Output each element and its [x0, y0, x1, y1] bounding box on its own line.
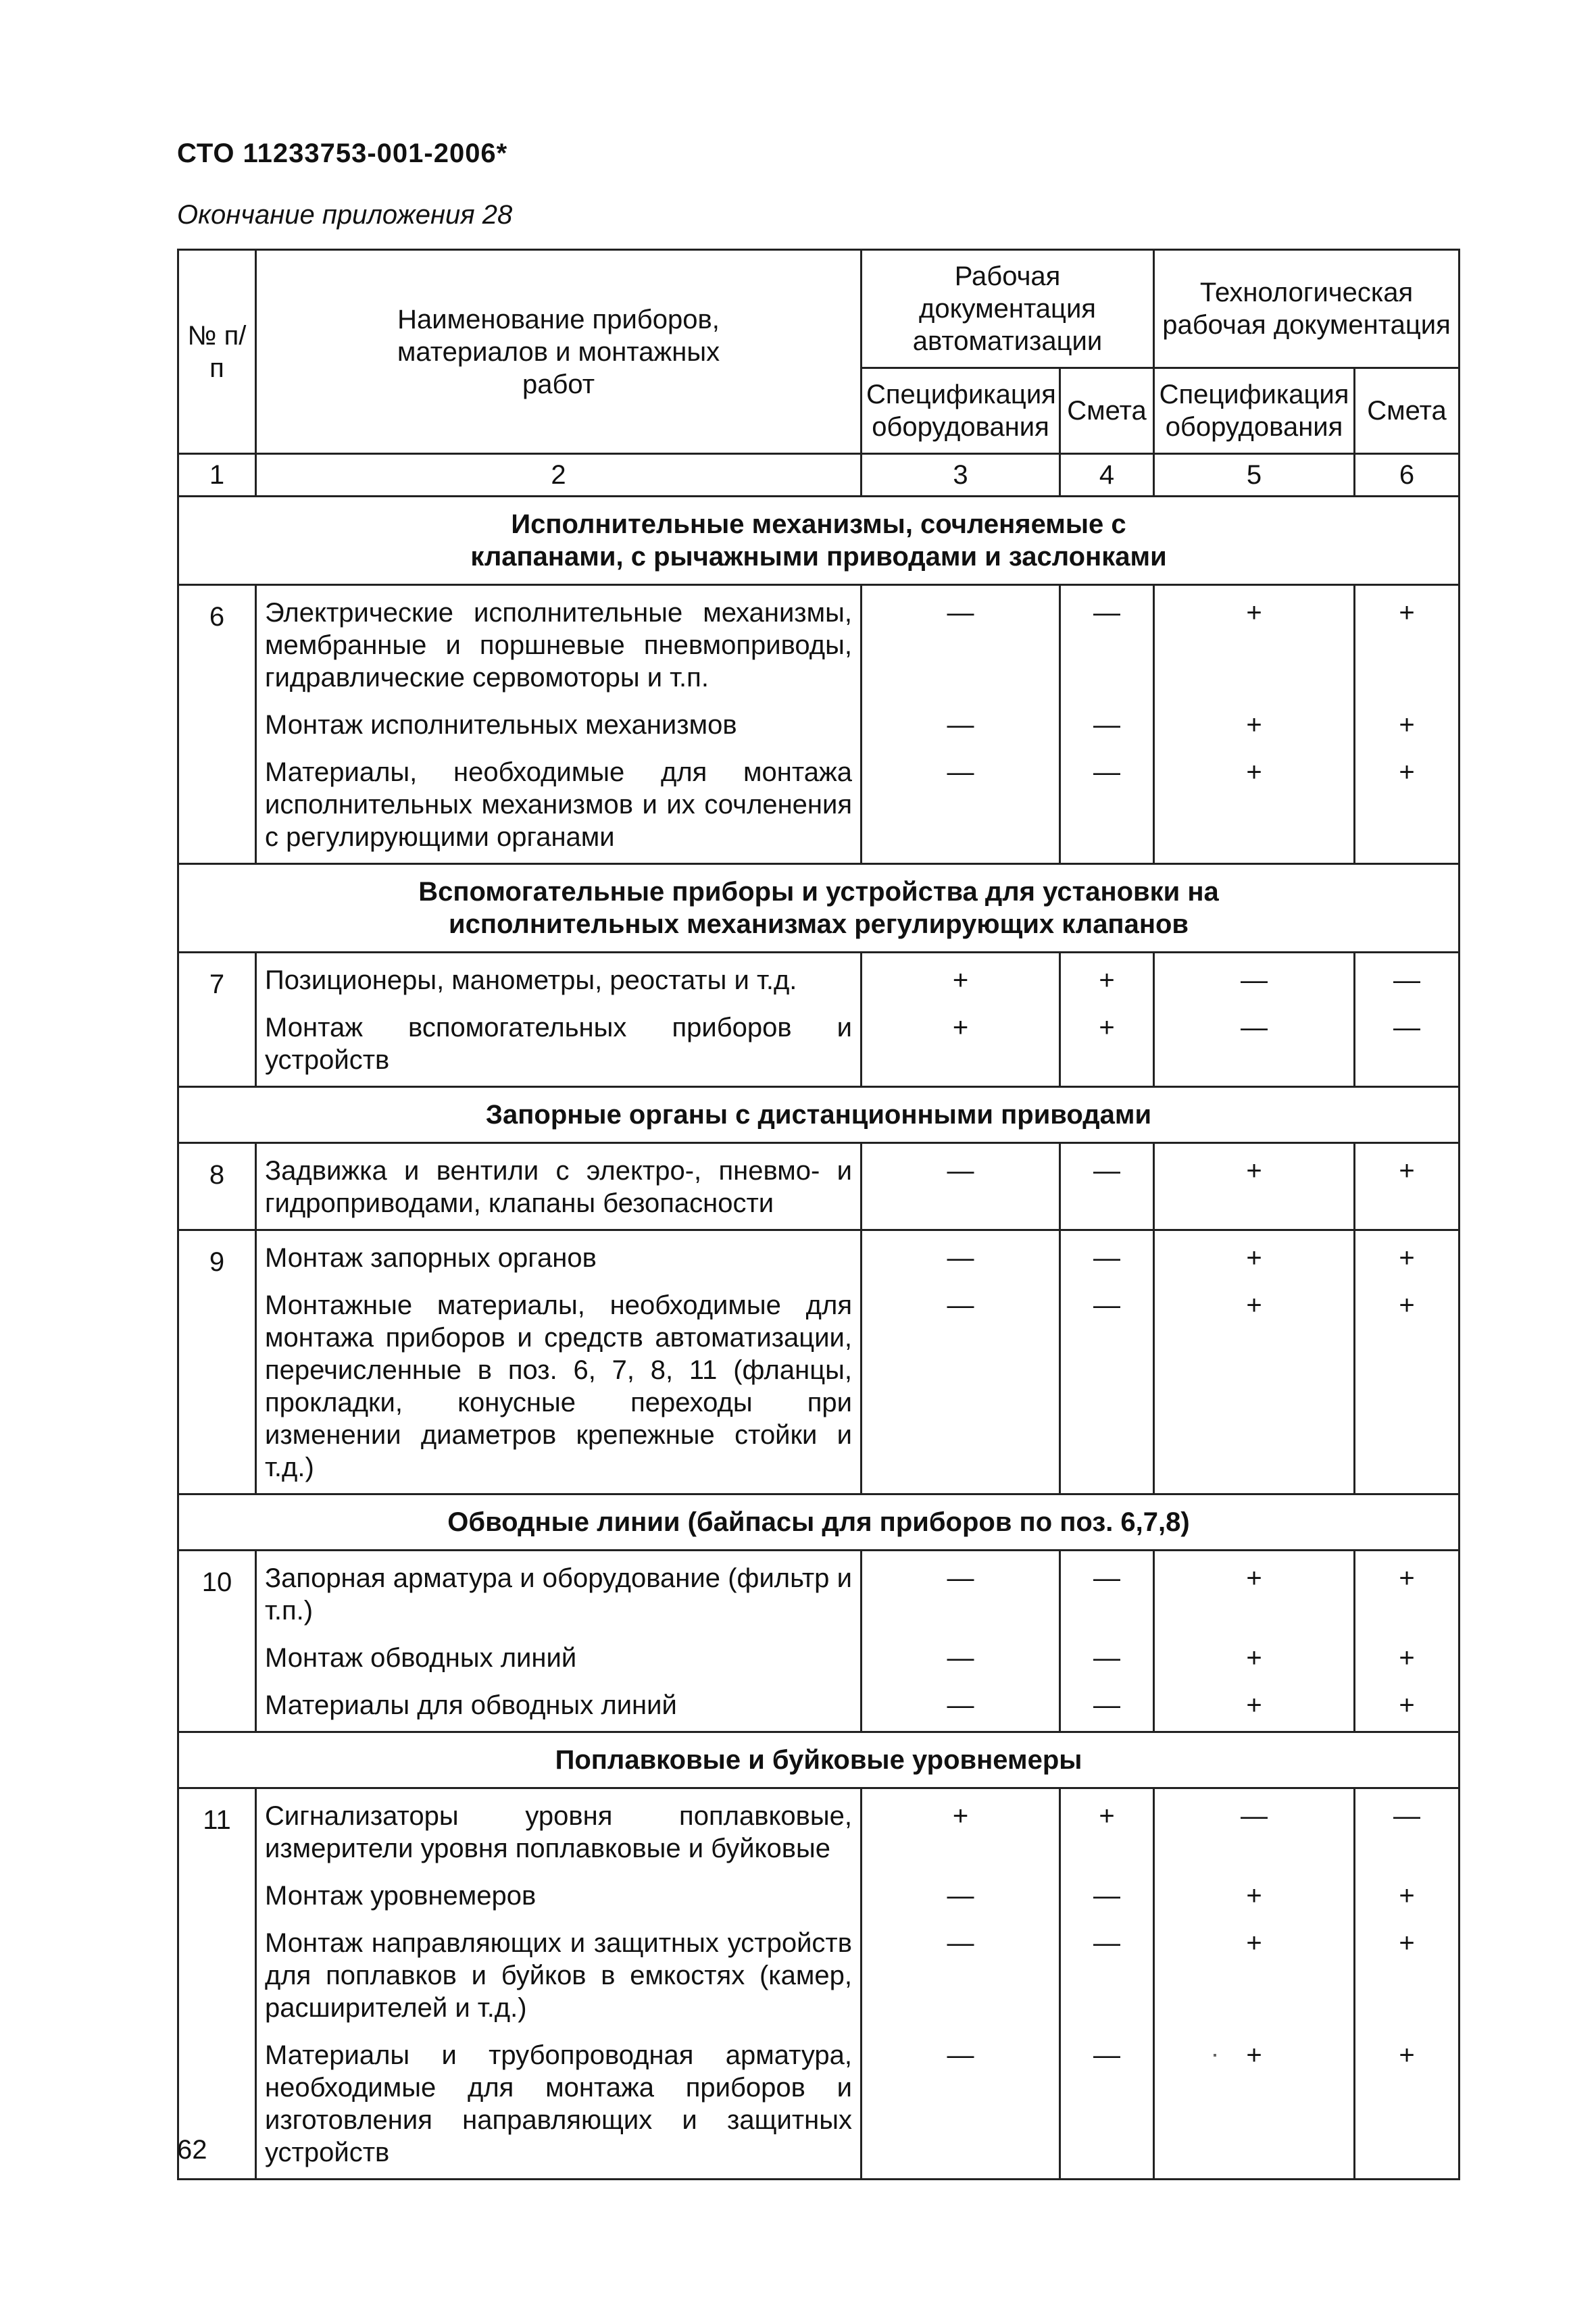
mark: — — [947, 1290, 974, 1320]
mark: + — [1399, 1243, 1415, 1273]
marks-cost-2 — [1355, 1551, 1460, 1732]
mark: + — [1246, 1243, 1262, 1273]
section-title: Обводные линии (байпасы для приборов по поз. 6,7,8) — [178, 1494, 1460, 1551]
mark: — — [947, 1928, 974, 1958]
item-text: Монтаж вспомогательных приборов и устройств — [265, 1013, 852, 1075]
mark: + — [1246, 598, 1262, 628]
marks-cost-1 — [1060, 1551, 1154, 1732]
header-spec-2: Спецификация оборудования — [1154, 368, 1355, 454]
mark: + — [1399, 1690, 1415, 1720]
mark: — — [947, 757, 974, 787]
marks-cost-1 — [1060, 1230, 1154, 1494]
header-cost-2: Смета — [1355, 368, 1460, 454]
mark: + — [1399, 1290, 1415, 1320]
marks-cost-2 — [1355, 1788, 1460, 2180]
table-row — [178, 1230, 1460, 1494]
mark: + — [1246, 757, 1262, 787]
mark: — — [947, 1881, 974, 1911]
column-number: 6 — [1355, 454, 1460, 497]
mark: + — [1099, 965, 1115, 995]
marks-cost-1 — [1060, 953, 1154, 1087]
section-title: Запорные органы с дистанционными приводами — [178, 1087, 1460, 1143]
marks-cost-2 — [1355, 1230, 1460, 1494]
column-number: 2 — [256, 454, 862, 497]
mark: + — [1399, 710, 1415, 740]
mark: + — [1246, 1563, 1262, 1593]
row-description — [256, 1143, 862, 1230]
table-row — [178, 585, 1460, 864]
mark: + — [1399, 1881, 1415, 1911]
page-number: 62 — [177, 2135, 207, 2165]
item-text: Электрические исполнительные механизмы, мембранные и поршневые пневмоприводы, гидравлические сервомоторы и т.п. — [265, 598, 852, 693]
marks-cost-2 — [1355, 585, 1460, 864]
row-description — [256, 1551, 862, 1732]
item-text: Материалы и трубопроводная арматура, необходимые для монтажа приборов и изготовления направляющих и защитных устройств — [265, 2040, 852, 2167]
marks-spec-1 — [862, 1230, 1060, 1494]
item-text: Позиционеры, манометры, реостаты и т.д. — [265, 965, 797, 995]
item-text: Монтажные материалы, необходимые для монтажа приборов и средств автоматизации, перечисленные в поз. 6, 7, 8, 11 (фланцы, прокладки, конусные переходы при изменении диаметров крепежные стойки и т.д.) — [265, 1290, 852, 1482]
mark: — — [1241, 965, 1268, 995]
item-text: Материалы, необходимые для монтажа исполнительных механизмов и их сочленения с регулирующими органами — [265, 757, 852, 852]
table-row — [178, 1551, 1460, 1732]
marks-spec-1 — [862, 1788, 1060, 2180]
marks-spec-2 — [1154, 1230, 1355, 1494]
mark: — — [947, 710, 974, 740]
item-text: Сигнализаторы уровня поплавковые, измерители уровня поплавковые и буйковые — [265, 1801, 852, 1863]
row-number: 6 — [178, 585, 256, 864]
mark: — — [1093, 1643, 1120, 1673]
mark: — — [1241, 1013, 1268, 1042]
mark: — — [947, 1563, 974, 1593]
marks-spec-1 — [862, 1551, 1060, 1732]
row-number: 7 — [178, 953, 256, 1087]
appendix-subtitle: Окончание приложения 28 — [177, 200, 513, 230]
mark: + — [952, 965, 969, 995]
marks-spec-1 — [862, 585, 1060, 864]
item-text: Монтаж уровнемеров — [265, 1881, 537, 1911]
mark: — — [1093, 1928, 1120, 1958]
table-row — [178, 1788, 1460, 2180]
marks-cost-1 — [1060, 1143, 1154, 1230]
item-text: Монтаж направляющих и защитных устройств для поплавков и буйков в емкостях (камер, расширителей и т.д.) — [265, 1928, 852, 2023]
mark: — — [1241, 1801, 1268, 1831]
mark: — — [1093, 1290, 1120, 1320]
marks-spec-1 — [862, 1143, 1060, 1230]
mark: — — [1393, 1801, 1420, 1831]
mark: + — [1399, 1563, 1415, 1593]
marks-spec-2 — [1154, 1788, 1355, 2180]
section-header-row — [178, 1732, 1460, 1788]
mark: + — [1246, 1643, 1262, 1673]
marks-cost-2 — [1355, 953, 1460, 1087]
mark: — — [1093, 598, 1120, 628]
mark: — — [1093, 710, 1120, 740]
mark: + — [952, 1013, 969, 1042]
mark: + — [1399, 757, 1415, 787]
mark: — — [1393, 1013, 1420, 1042]
column-number: 3 — [862, 454, 1060, 497]
mark: — — [1093, 2040, 1120, 2070]
mark: + — [1399, 598, 1415, 628]
section-header-row — [178, 497, 1460, 585]
column-number: 1 — [178, 454, 256, 497]
header-cost-1: Смета — [1060, 368, 1154, 454]
row-number: 10 — [178, 1551, 256, 1732]
header-num: № п/п — [178, 250, 256, 454]
mark: + — [1246, 1881, 1262, 1911]
mark: — — [1093, 1690, 1120, 1720]
mark: + — [1246, 2040, 1262, 2070]
column-number: 4 — [1060, 454, 1154, 497]
item-text: Задвижка и вентили с электро-, пневмо- и гидроприводами, клапаны безопасности — [265, 1156, 852, 1218]
column-number: 5 — [1154, 454, 1355, 497]
table-header-row-1 — [178, 250, 1460, 368]
mark: — — [947, 2040, 974, 2070]
marks-spec-2 — [1154, 1551, 1355, 1732]
marks-cost-2 — [1355, 1143, 1460, 1230]
mark: + — [1099, 1801, 1115, 1831]
mark: + — [1099, 1013, 1115, 1042]
column-numbers-row — [178, 454, 1460, 497]
scan-speck — [1214, 2054, 1216, 2057]
mark: — — [947, 1156, 974, 1186]
section-title: Поплавковые и буйковые уровнемеры — [178, 1732, 1460, 1788]
mark: + — [1246, 1928, 1262, 1958]
mark: — — [947, 1643, 974, 1673]
marks-spec-2 — [1154, 585, 1355, 864]
mark: — — [1093, 757, 1120, 787]
item-text: Запорная арматура и оборудование (фильтр и т.п.) — [265, 1563, 852, 1626]
section-header-row — [178, 864, 1460, 953]
mark: — — [1093, 1156, 1120, 1186]
row-description — [256, 1788, 862, 2180]
item-text: Монтаж обводных линий — [265, 1643, 577, 1673]
item-text: Монтаж исполнительных механизмов — [265, 710, 737, 740]
row-number: 8 — [178, 1143, 256, 1230]
item-text: Материалы для обводных линий — [265, 1690, 677, 1720]
row-description — [256, 1230, 862, 1494]
marks-cost-1 — [1060, 1788, 1154, 2180]
mark: — — [947, 1243, 974, 1273]
section-header-row — [178, 1087, 1460, 1143]
table-row — [178, 953, 1460, 1087]
mark: — — [947, 598, 974, 628]
mark: + — [1246, 710, 1262, 740]
section-title: Вспомогательные приборы и устройства для установки на исполнительных механизмах регулирующих клапанов — [178, 864, 1460, 953]
row-description — [256, 585, 862, 864]
marks-spec-2 — [1154, 1143, 1355, 1230]
equipment-table — [177, 249, 1460, 2180]
mark: + — [1399, 1156, 1415, 1186]
section-title: Исполнительные механизмы, сочленяемые с клапанами, с рычажными приводами и заслонками — [178, 497, 1460, 585]
mark: + — [1246, 1156, 1262, 1186]
mark: + — [1246, 1690, 1262, 1720]
marks-spec-1 — [862, 953, 1060, 1087]
mark: + — [1399, 1928, 1415, 1958]
row-description — [256, 953, 862, 1087]
mark: — — [947, 1690, 974, 1720]
mark: — — [1093, 1243, 1120, 1273]
marks-cost-1 — [1060, 585, 1154, 864]
section-header-row — [178, 1494, 1460, 1551]
header-spec-1: Спецификация оборудования — [862, 368, 1060, 454]
mark: — — [1093, 1563, 1120, 1593]
table-row — [178, 1143, 1460, 1230]
mark: + — [1399, 2040, 1415, 2070]
mark: + — [1246, 1290, 1262, 1320]
mark: + — [952, 1801, 969, 1831]
item-text: Монтаж запорных органов — [265, 1243, 597, 1273]
mark: — — [1093, 1881, 1120, 1911]
marks-spec-2 — [1154, 953, 1355, 1087]
mark: + — [1399, 1643, 1415, 1673]
row-number: 11 — [178, 1788, 256, 2180]
document-code: СТО 11233753-001-2006* — [177, 139, 508, 168]
header-name: Наименование приборов, материалов и монтажных работ — [256, 250, 862, 454]
mark: — — [1393, 965, 1420, 995]
header-group-automation: Рабочая документация автоматизации — [862, 250, 1154, 368]
header-group-technological: Технологическая рабочая документация — [1154, 250, 1460, 368]
row-number: 9 — [178, 1230, 256, 1494]
